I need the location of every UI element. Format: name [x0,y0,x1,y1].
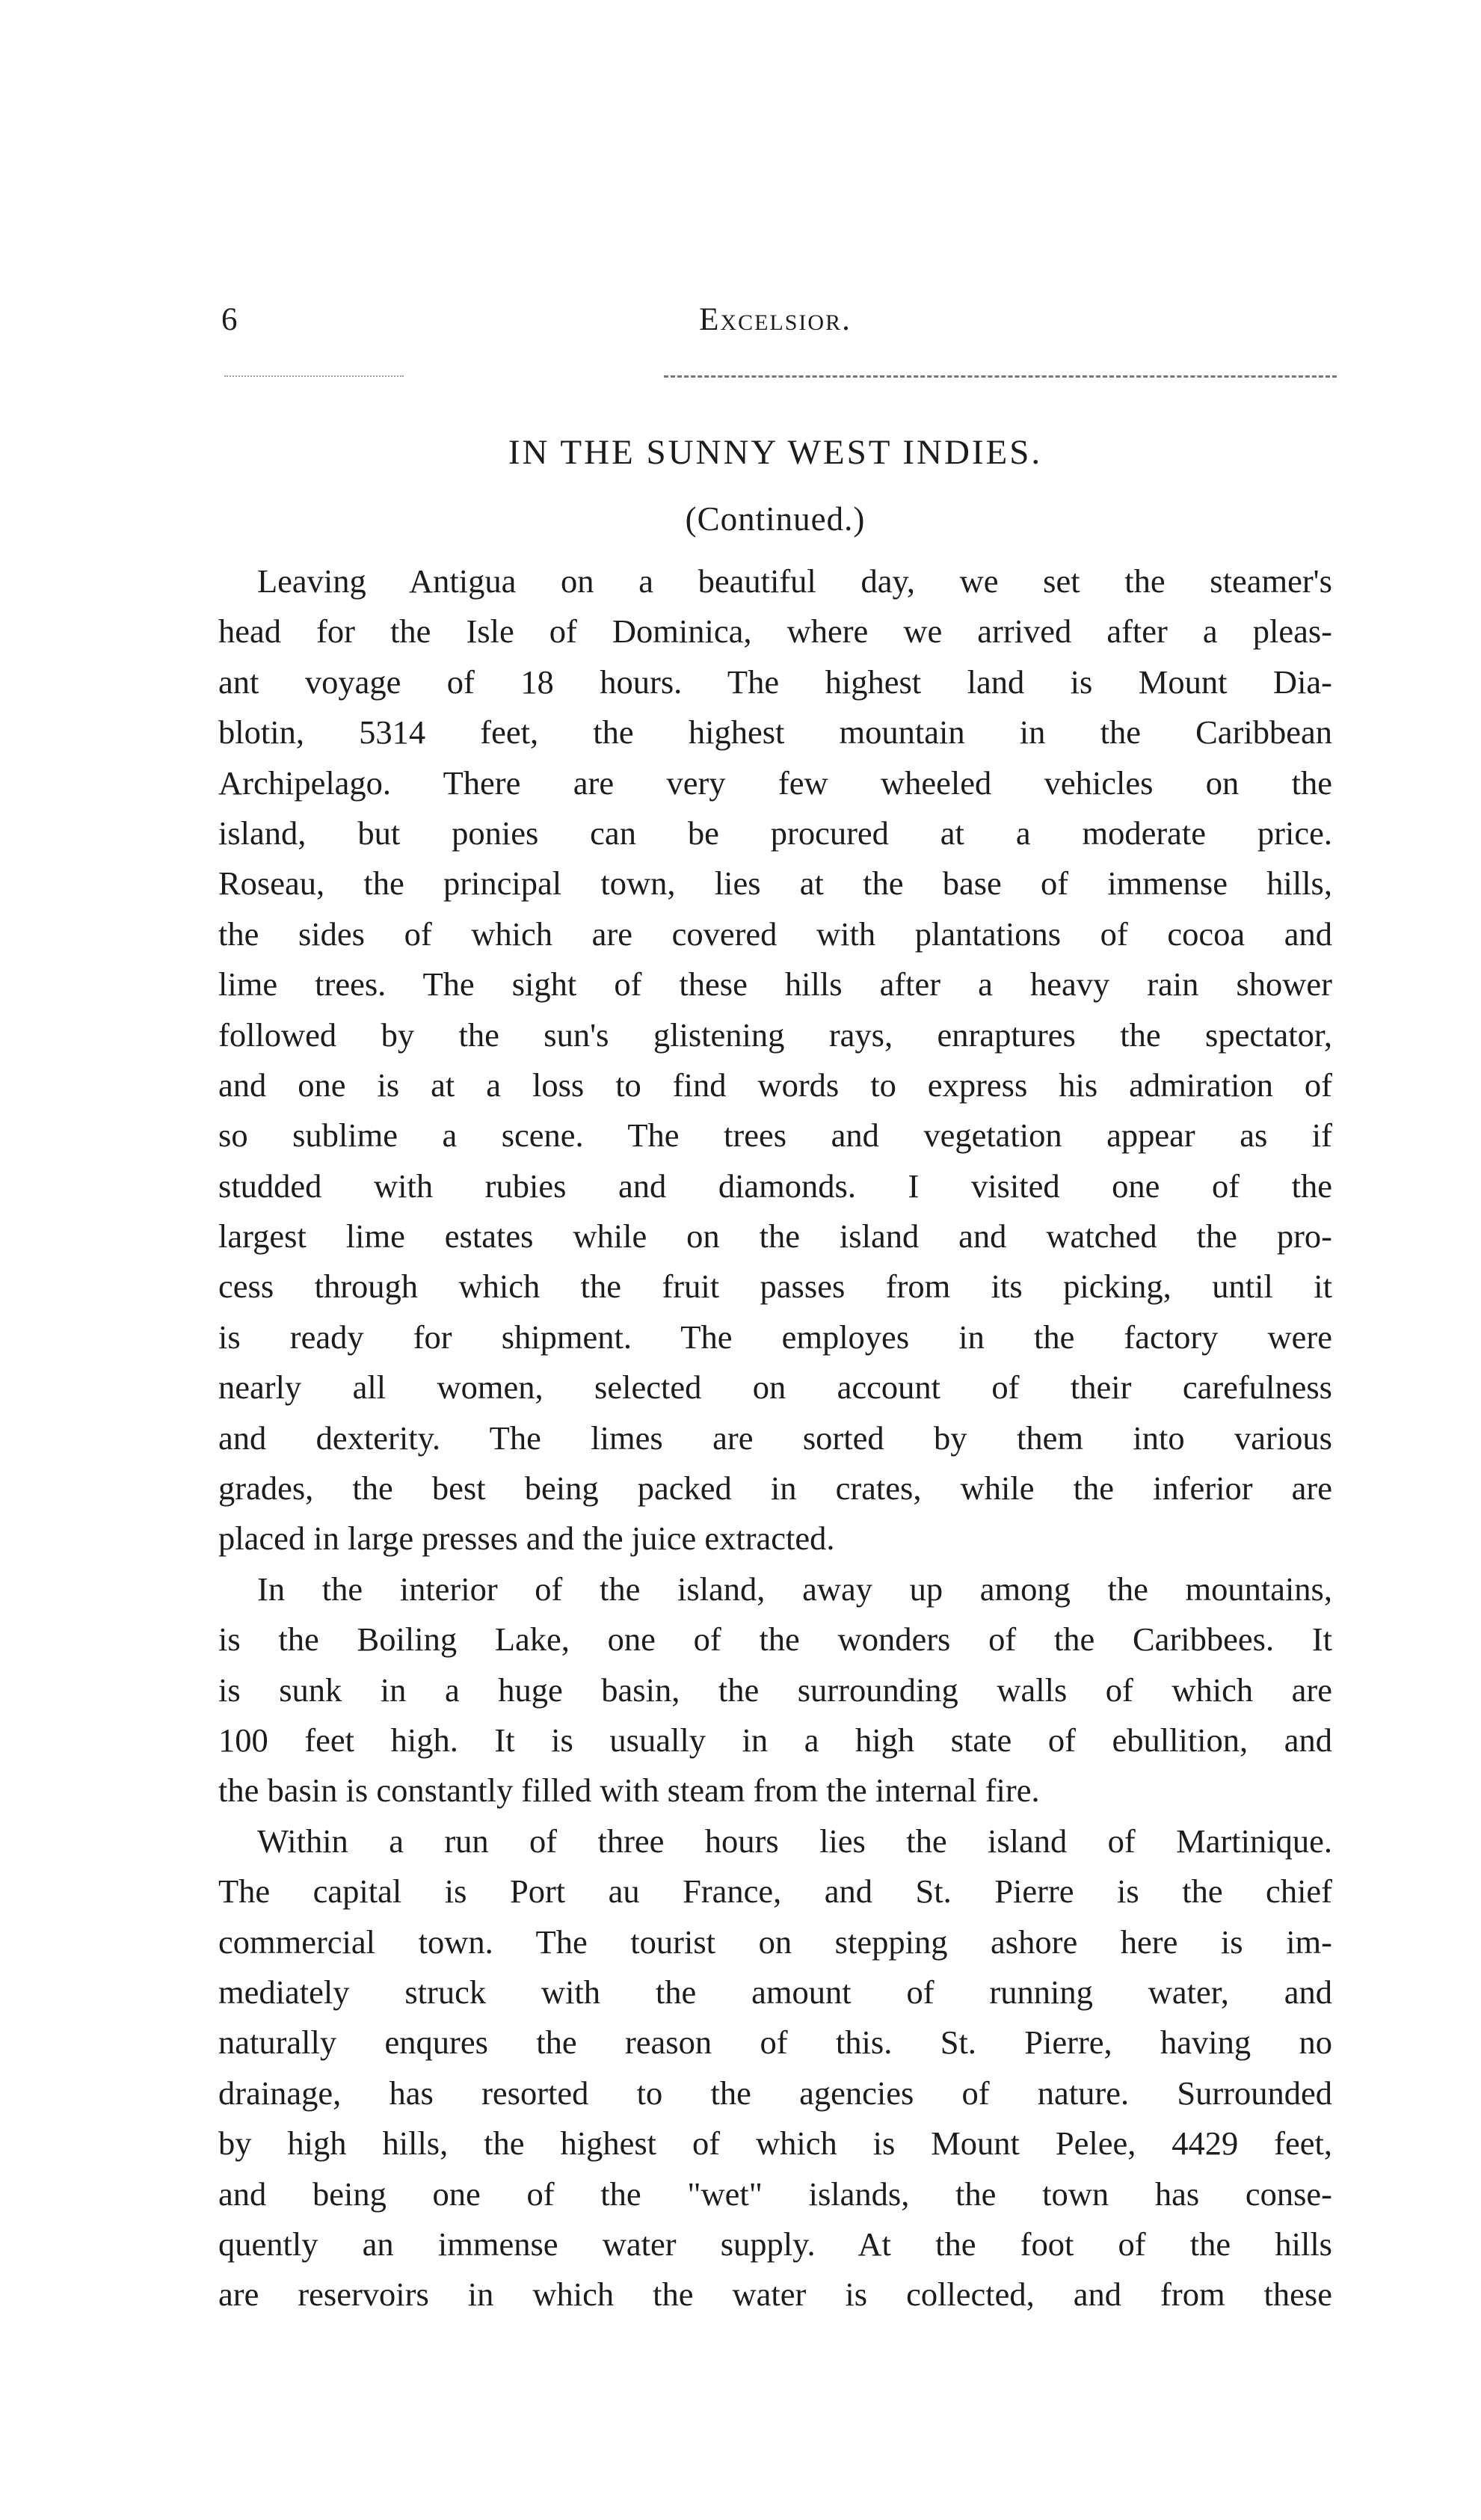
text-line: and one is at a loss to find words to express his admiration of [218,1066,1332,1104]
text-line: is sunk in a huge basin, the surrounding walls of which are [218,1671,1332,1709]
article-body [218,556,1332,2320]
text-line: Archipelago. There are very few wheeled vehicles on the [218,763,1332,802]
text-line: quently an immense water supply. At the foot of the hills [218,2225,1332,2263]
text-line: is ready for shipment. The employes in the factory were [218,1318,1332,1356]
text-line: and dexterity. The limes are sorted by them into various [218,1419,1332,1457]
journal-title: Excelsior. [699,302,852,337]
header-rule [664,375,1337,378]
text-line: the basin is constantly filled with steam from the internal fire. [218,1771,1040,1810]
text-line: and being one of the "wet" islands, the town has conse- [218,2175,1332,2213]
text-line: studded with rubies and diamonds. I visited one of the [218,1167,1332,1205]
text-line: followed by the sun's glistening rays, enraptures the spectator, [218,1015,1332,1054]
text-line: so sublime a scene. The trees and vegetation appear as if [218,1116,1332,1155]
article-subtitle: (Continued.) [685,500,866,538]
text-line: nearly all women, selected on account of their carefulness [218,1368,1332,1407]
text-line: lime trees. The sight of these hills after a heavy rain shower [218,965,1332,1004]
paragraph-1 [218,556,1332,1564]
text-line: blotin, 5314 feet, the highest mountain in the Caribbean [218,713,1332,752]
text-line: Roseau, the principal town, lies at the base of immense hills, [218,864,1332,903]
text-line: mediately struck with the amount of running water, and [218,1973,1332,2011]
text-line: commercial town. The tourist on stepping ashore here is im- [218,1923,1332,1961]
header-rule-left [224,375,404,377]
text-line: by high hills, the highest of which is Mount Pelee, 4429 feet, [218,2124,1332,2163]
text-line: cess through which the fruit passes from its picking, until it [218,1267,1332,1306]
text-line: placed in large presses and the juice extracted. [218,1519,835,1558]
paragraph-2 [218,1564,1332,1816]
text-line: Leaving Antigua on a beautiful day, we set the steamer's [257,562,1332,600]
text-line: head for the Isle of Dominica, where we arrived after a pleas- [218,612,1332,651]
text-line: ant voyage of 18 hours. The highest land is Mount Dia- [218,663,1332,701]
text-line: 100 feet high. It is usually in a high state of ebullition, and [218,1721,1332,1759]
text-line: Within a run of three hours lies the island of Martinique. [257,1822,1332,1860]
article-title: IN THE SUNNY WEST INDIES. [508,433,1043,472]
text-line: grades, the best being packed in crates, while the inferior are [218,1469,1332,1508]
text-line: are reservoirs in which the water is collected, and from these [218,2275,1332,2314]
text-line: is the Boiling Lake, one of the wonders of the Caribbees. It [218,1620,1332,1659]
text-line: drainage, has resorted to the agencies of nature. Surrounded [218,2074,1332,2112]
paragraph-3 [218,1816,1332,2320]
text-line: In the interior of the island, away up among the mountains, [257,1570,1332,1608]
text-line: island, but ponies can be procured at a moderate price. [218,814,1332,852]
text-line: largest lime estates while on the island and watched the pro- [218,1217,1332,1256]
page-number: 6 [221,302,238,337]
text-line: the sides of which are covered with plantations of cocoa and [218,915,1332,953]
text-line: naturally enqures the reason of this. St. Pierre, having no [218,2023,1332,2062]
text-line: The capital is Port au France, and St. Pierre is the chief [218,1872,1332,1911]
running-head [218,298,1332,342]
